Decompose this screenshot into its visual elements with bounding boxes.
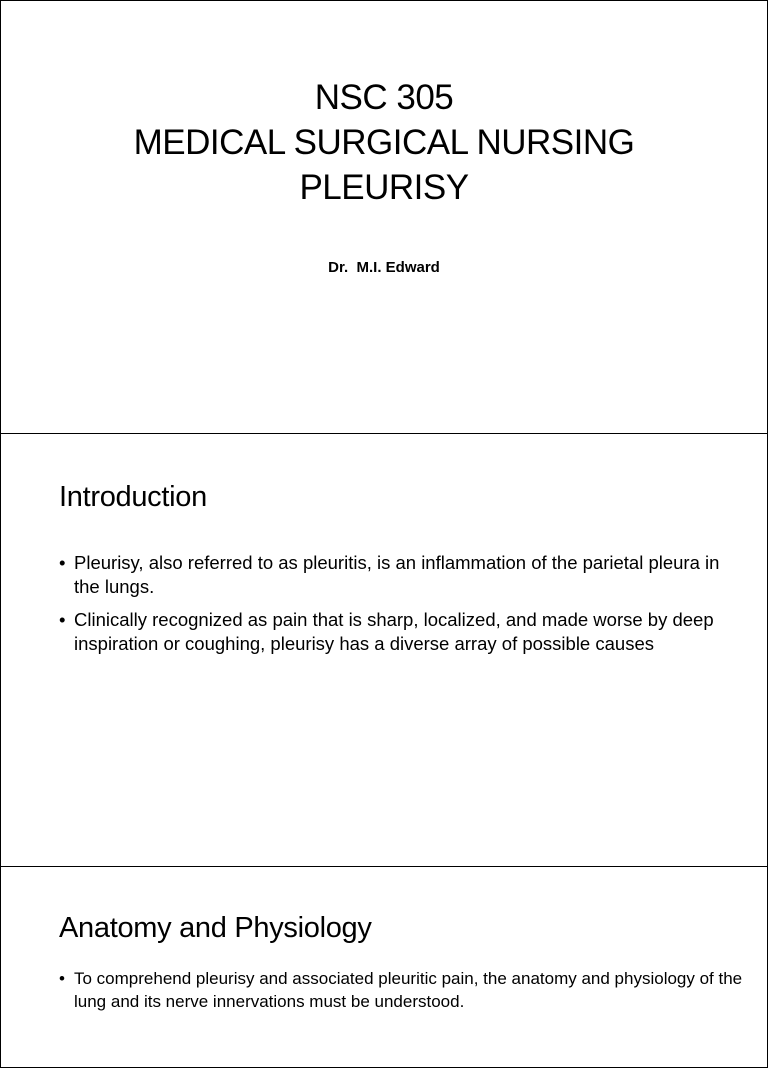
bullet-icon: • (59, 552, 66, 573)
slide-heading: Introduction (59, 481, 207, 513)
slide-heading: Anatomy and Physiology (59, 912, 372, 944)
topic-title: PLEURISY (299, 168, 469, 207)
anatomy-slide (0, 866, 768, 1068)
bullet-item (59, 967, 763, 1013)
bullet-list (59, 967, 763, 1022)
bullet-item (59, 551, 747, 599)
bullet-text: Pleurisy, also referred to as pleuritis, is an inflammation of the parietal pleura in the lungs. (74, 552, 720, 597)
course-name: MEDICAL SURGICAL NURSING (133, 123, 635, 162)
slide-title (1, 75, 767, 210)
bullet-icon: • (59, 609, 66, 630)
author-name: Dr. M.I. Edward (328, 259, 440, 276)
title-slide (0, 0, 768, 434)
course-code: NSC 305 (314, 78, 454, 117)
bullet-text: To comprehend pleurisy and associated pleuritic pain, the anatomy and physiology of the lung and its nerve innervations must be understood. (74, 969, 743, 1011)
bullet-list (59, 551, 747, 665)
bullet-item (59, 608, 747, 656)
bullet-icon: • (59, 969, 65, 988)
introduction-slide (0, 433, 768, 867)
bullet-text: Clinically recognized as pain that is sharp, localized, and made worse by deep inspiration or coughing, pleurisy has a diverse array of possible causes (74, 609, 714, 654)
